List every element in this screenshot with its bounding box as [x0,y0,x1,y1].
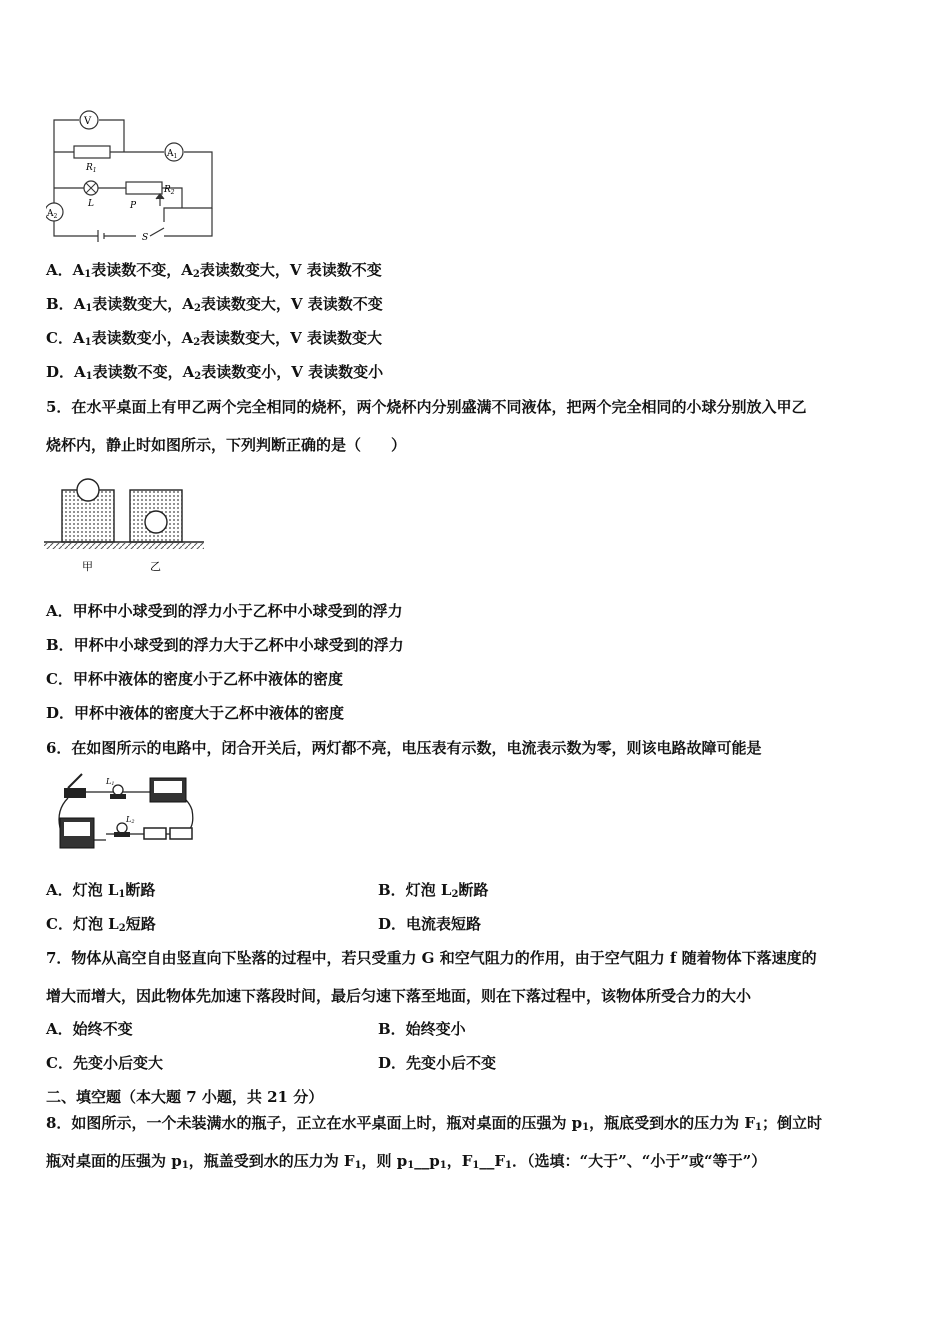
svg-text:A1: $A_1$ [167,149,178,160]
section-title: 二、填空题（本大题 7 小题，共 21 分） [46,1088,324,1106]
q8-stem-line1: 8．如图所示，一个未装满水的瓶子，正立在水平桌面上时，瓶对桌面的压强为 $p_1$，瓶底受到水的压力为 $F_1$；倒立时 [46,1114,822,1133]
q5-stem-line1: 5．在水平桌面上有甲乙两个完全相同的烧杯，两个烧杯内分别盛满不同液体，把两个完全相同的小球分别放入甲乙 [46,398,807,416]
q7-option-b: B．始终变小 [378,1020,466,1038]
svg-text:P: P [130,201,137,211]
q5-stem-line2: 烧杯内，静止时如图所示，下列判断正确的是（ ） [46,436,407,454]
svg-text:S: S [142,233,149,242]
q4-option-d: D．$A_1$表读数不变，$A_2$表读数变小，V 表读数变小 [46,363,384,382]
battery-icon [144,828,166,839]
q8-stem-line2: 瓶对桌面的压强为 $p_1$，瓶盖受到水的压力为 $F_1$，则 $p_1\_\_p_1$，$F_1\_\_F_1$．（选填：“大于”、“小于”或“等于”） [46,1152,767,1171]
q5-option-d: D．甲杯中液体的密度大于乙杯中液体的密度 [46,704,345,722]
q7-option-d: D．先变小后不变 [378,1054,497,1072]
svg-text:乙: 乙 [150,560,161,573]
q6-option-b: B．灯泡 $L_2$断路 [378,881,489,900]
q4-circuit-figure [46,108,218,242]
q7-option-a: A．始终不变 [46,1020,133,1038]
q7-stem-line2: 增大而增大，因此物体先加速下落段时间，最后匀速下落至地面，则在下落过程中，该物体所受合力的大小 [46,987,752,1005]
q5-option-c: C．甲杯中液体的密度小于乙杯中液体的密度 [46,670,343,688]
q7-stem-line1: 7．物体从高空自由竖直向下坠落的过程中，若只受重力 G 和空气阻力的作用，由于空气阻力 f 随着物体下落速度的 [46,949,817,967]
battery-icon [170,828,192,839]
svg-text:甲: 甲 [82,560,93,573]
svg-text:A2: $A_2$ [47,209,58,220]
q6-circuit-figure [46,770,204,856]
q4-option-a: A．$A_1$表读数不变，$A_2$表读数变大，V 表读数不变 [46,261,382,280]
svg-text:V: V [84,116,92,127]
svg-text:L: L [88,199,94,209]
q6-stem: 6．在如图所示的电路中，闭合开关后，两灯都不亮，电压表有示数，电流表示数为零，则该电路故障可能是 [46,739,762,757]
q6-option-c: C．灯泡 $L_2$短路 [46,915,156,934]
q7-option-c: C．先变小后变大 [46,1054,163,1072]
q6-option-d: D．电流表短路 [378,915,482,933]
q6-option-a: A．灯泡 $L_1$断路 [46,881,156,900]
lamp-l2-icon [117,823,127,833]
q5-beakers-figure [44,474,210,580]
lamp-l1-icon [113,785,123,795]
q5-option-a: A．甲杯中小球受到的浮力小于乙杯中小球受到的浮力 [46,602,403,620]
ball-suspended-icon [145,511,167,533]
q4-option-c: C．$A_1$表读数变小，$A_2$表读数变大，V 表读数变大 [46,329,383,348]
r2-rheostat [126,182,162,194]
svg-text:R1: $R_1$ [86,163,97,174]
svg-text:L1: L1 [106,777,115,787]
ball-floating-icon [77,479,99,501]
q5-option-b: B．甲杯中小球受到的浮力大于乙杯中小球受到的浮力 [46,636,404,654]
svg-text:L2: L2 [126,815,135,825]
r1-resistor [74,146,110,158]
svg-text:R2: $R_2$ [164,185,175,196]
q4-option-b: B．$A_1$表读数变大，$A_2$表读数变大，V 表读数不变 [46,295,383,314]
switch-icon [64,788,86,798]
